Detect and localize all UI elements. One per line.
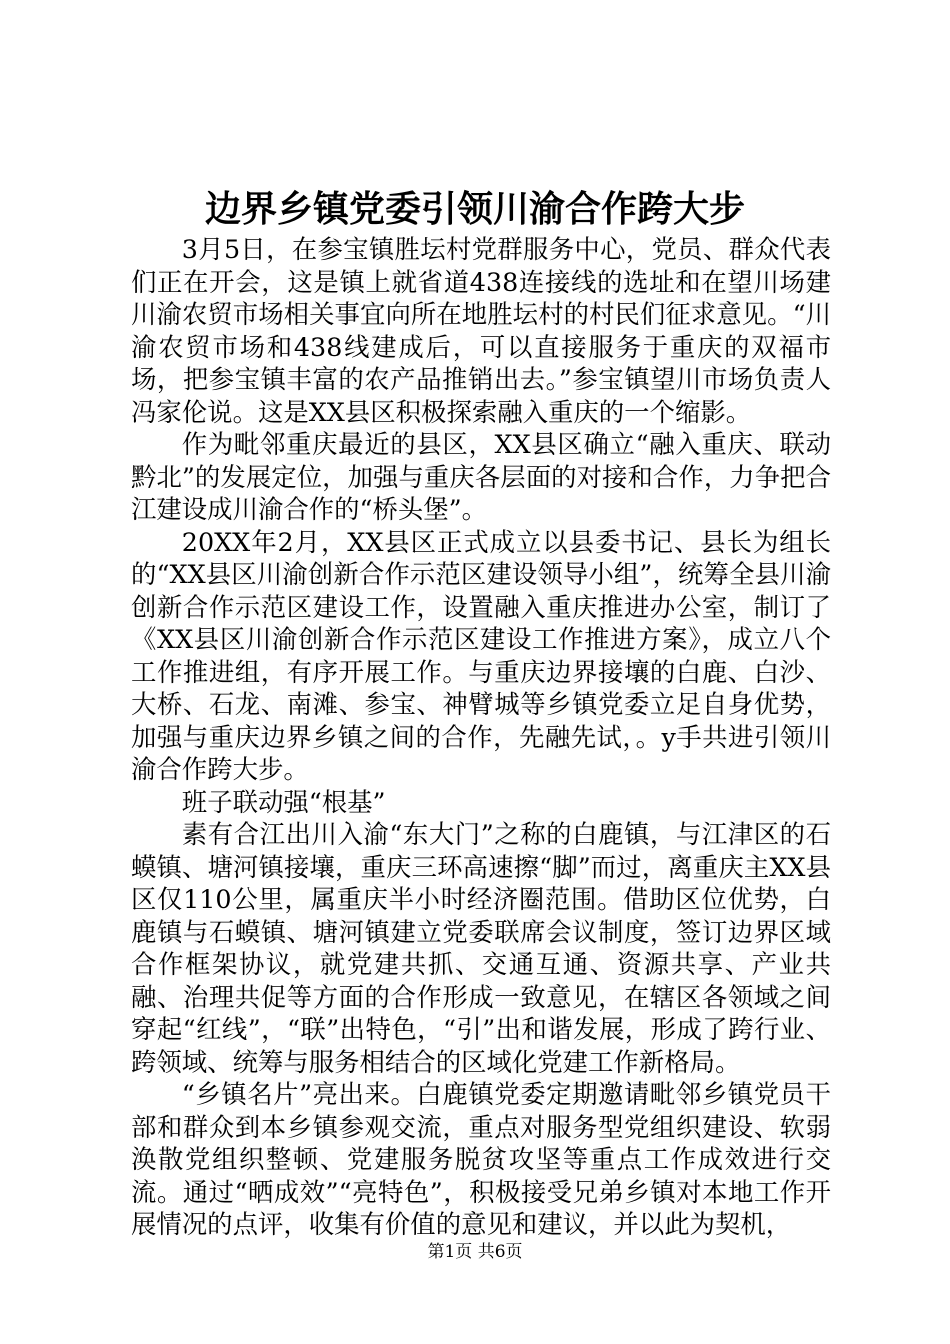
paragraph-5: “乡镇名片”亮出来。白鹿镇党委定期邀请毗邻乡镇党员干部和群众到本乡镇参观交流，重点对服务型党组织建设、软弱涣散党组织整顿、党建服务脱贫攻坚等重点工作成效进行交流。通过“晒成效”“亮特色”，积极接受兄弟乡镇对本地工作开展情况的点评，收集有价值的意见和建议，并以此为契机， [131, 1079, 831, 1239]
paragraph-2: 作为毗邻重庆最近的县区，XX县区确立“融入重庆、联动黔北”的发展定位，加强与重庆各层面的对接和合作，力争把合江建设成川渝合作的“桥头堡”。 [131, 429, 831, 524]
document-body [131, 233, 831, 1241]
page-footer: 第1页 共6页 [427, 1242, 523, 1262]
paragraph-1: 3月5日，在参宝镇胜坛村党群服务中心，党员、群众代表们正在开会，这是镇上就省道438连接线的选址和在望川场建川渝农贸市场相关事宜向所在地胜坛村的村民们征求意见。“川渝农贸市场和438线建成后，可以直接服务于重庆的双福市场，把参宝镇丰富的农产品推销出去。”参宝镇望川市场负责人冯家伦说。这是XX县区积极探索融入重庆的一个缩影。 [131, 234, 831, 427]
paragraph-3: 20XX年2月，XX县区正式成立以县委书记、县长为组长的“XX县区川渝创新合作示范区建设领导小组”，统筹全县川渝创新合作示范区建设工作，设置融入重庆推进办公室，制订了《XX县区川渝创新合作示范区建设工作推进方案》，成立八个工作推进组，有序开展工作。与重庆边界接壤的白鹿、白沙、大桥、石龙、南滩、参宝、神臂城等乡镇党委立足自身优势，加强与重庆边界乡镇之间的合作，先融先试，。y手共进引领川渝合作跨大步。 [131, 526, 831, 784]
document-title: 边界乡镇党委引领川渝合作跨大步 [204, 188, 745, 230]
paragraph-4: 素有合江出川入渝“东大门”之称的白鹿镇，与江津区的石蟆镇、塘河镇接壤，重庆三环高速擦“脚”而过，离重庆主XX县区仅110公里，属重庆半小时经济圈范围。借助区位优势，白鹿镇与石蟆镇、塘河镇建立党委联席会议制度，签订边界区域合作框架协议，就党建共抓、交通互通、资源共享、产业共融、治理共促等方面的合作形成一致意见，在辖区各领域之间穿起“红线”，“联”出特色，“引”出和谐发展，形成了跨行业、跨领域、统筹与服务相结合的区域化党建工作新格局。 [131, 819, 831, 1077]
section-heading: 班子联动强“根基” [181, 786, 386, 817]
